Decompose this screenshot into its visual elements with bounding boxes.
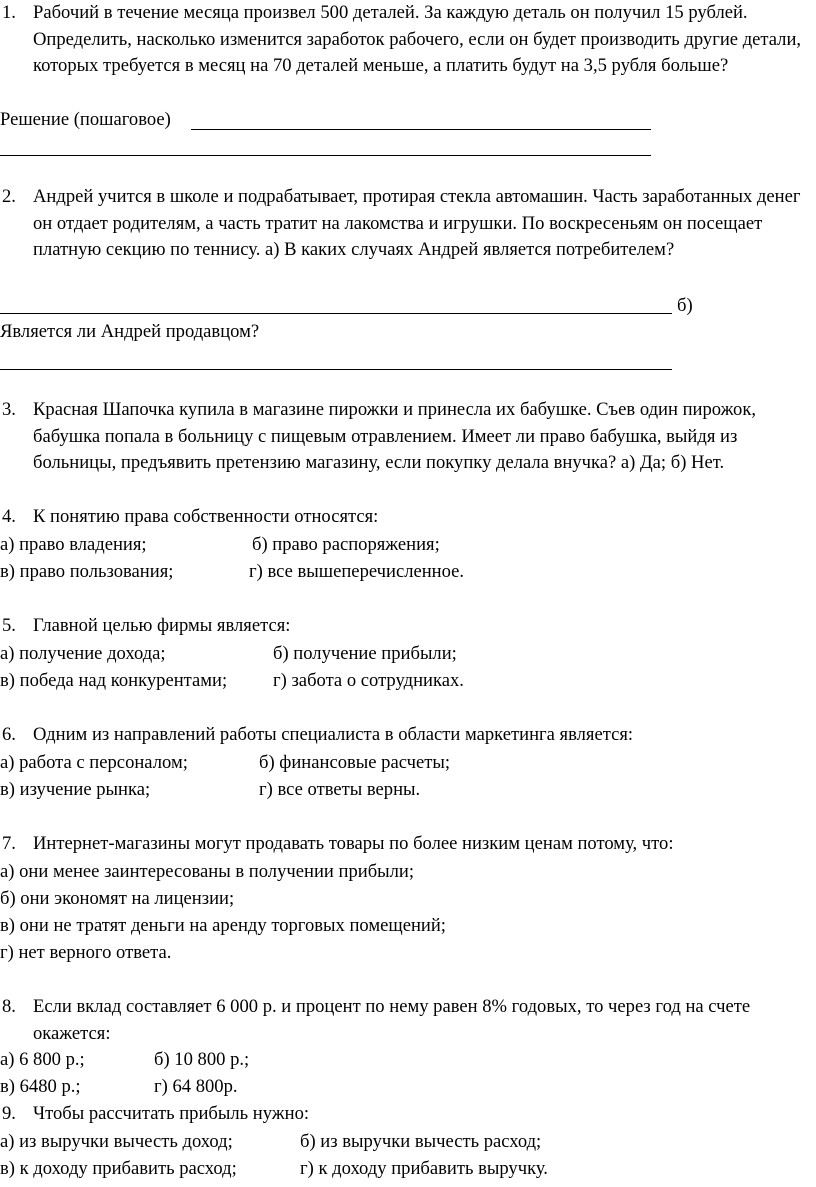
option-v: в) изучение рынка; [0,779,151,800]
option-v: в) к доходу прибавить расход; [0,1158,237,1179]
question-6 [0,722,816,749]
question-text: К понятию права собственности относятся: [33,506,379,527]
option-a: а) из выручки вычесть доход; [0,1131,233,1152]
question-number: 2. [2,186,16,207]
question-number: 7. [2,833,16,854]
question-3 [0,397,816,477]
answer-rule [0,313,672,314]
option-g: г) забота о сотрудниках. [273,670,464,691]
option-a: а) получение дохода; [0,643,166,664]
option-b: б) право распоряжения; [252,534,440,555]
option-v: в) право пользования; [0,561,174,582]
option-g: г) 64 800р. [154,1076,238,1097]
part-b-question: Является ли Андрей продавцом? [0,321,260,342]
solution-line [0,107,660,133]
option-b: б) получение прибыли; [273,643,457,664]
question-number: 8. [2,996,16,1017]
question-1 [0,0,816,80]
question-text: Главной целью фирмы является: [33,615,291,636]
option-g: г) все вышеперечисленное. [249,561,465,582]
option-b: б) финансовые расчеты; [259,752,450,773]
option-b: б) они экономят на лицензии; [0,888,235,909]
option-g: г) все ответы верны. [259,779,421,800]
question-7 [0,831,816,858]
answer-rule [191,129,651,130]
question-4 [0,504,816,531]
question-number: 3. [2,399,16,420]
question-8 [0,994,816,1047]
question-text: Интернет-магазины могут продавать товары по более низким ценам потому, что: [33,833,674,854]
question-9 [0,1101,816,1128]
option-b: б) из выручки вычесть расход; [300,1131,542,1152]
question-2 [0,184,816,264]
option-a: а) 6 800 р.; [0,1049,85,1070]
question-text: Красная Шапочка купила в магазине пирожки и принесла их бабушке. Съев один пирожок, бабушка попала в больницу с пищевым отравлением. Имеет ли право бабушка, выйдя из больницы, предъявить претензию магазину, если покупку делала внучка? а) Да; б) Нет. [33,399,757,473]
question-text: Одним из направлений работы специалиста в области маркетинга является: [33,724,634,745]
answer-rule [0,369,672,370]
question-text: Чтобы рассчитать прибыль нужно: [33,1103,310,1124]
option-a: а) право владения; [0,534,147,555]
question-number: 1. [2,2,16,23]
option-v: в) они не тратят деньги на аренду торговых помещений; [0,915,446,936]
question-text: Рабочий в течение месяца произвел 500 деталей. За каждую деталь он получил 15 рублей. Определить, насколько изменится заработок рабочего, если он будет производить другие детали, которых требуется в месяц на 70 деталей меньше, а платить будут на 3,5 рубля больше? [33,2,802,76]
question-number: 6. [2,724,16,745]
solution-label: Решение (пошаговое) [0,109,171,130]
answer-rule [0,155,651,156]
option-v: в) 6480 р.; [0,1076,81,1097]
question-text: Андрей учится в школе и подрабатывает, протирая стекла автомашин. Часть заработанных денег он отдает родителям, а часть тратит на лакомства и игрушки. По воскресеньям он посещает платную секцию по теннису. а) В каких случаях Андрей является потребителем? [33,186,801,260]
question-number: 9. [2,1103,16,1124]
question-text: Если вклад составляет 6 000 р. и процент по нему равен 8% годовых, то через год на счете окажется: [33,996,751,1044]
option-v: в) победа над конкурентами; [0,670,228,691]
option-g: г) нет верного ответа. [0,942,172,963]
option-g: г) к доходу прибавить выручку. [300,1158,548,1179]
question-number: 5. [2,615,16,636]
option-a: а) работа с персоналом; [0,752,188,773]
question-number: 4. [2,506,16,527]
option-a: а) они менее заинтересованы в получении прибыли; [0,861,415,882]
question-5 [0,613,816,640]
part-b-marker: б) [677,295,693,316]
option-b: б) 10 800 р.; [154,1049,250,1070]
